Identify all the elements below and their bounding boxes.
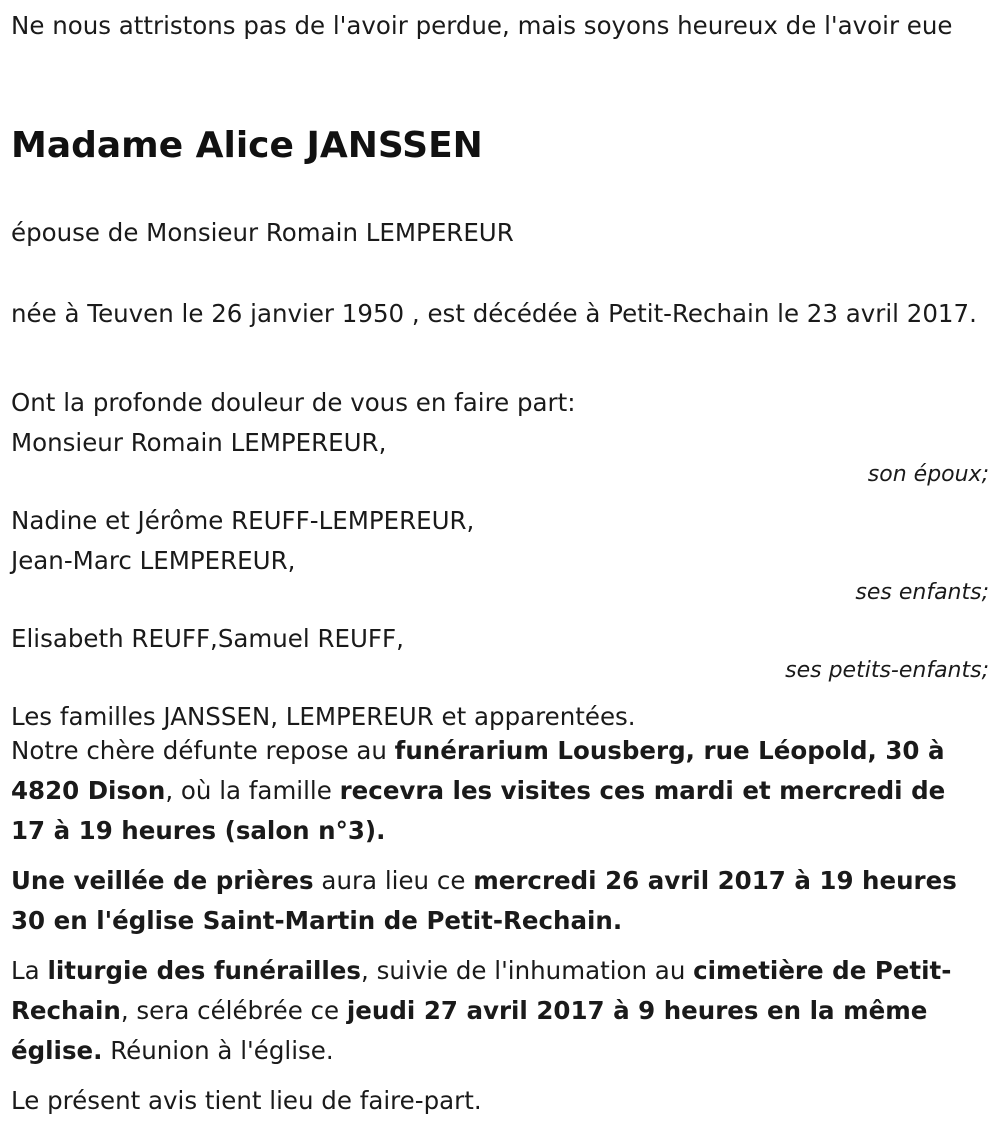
mourner-name: Jean-Marc LEMPEREUR, bbox=[11, 546, 296, 575]
mourners-list bbox=[11, 383, 989, 737]
relation-label: ses petits-enfants; bbox=[785, 658, 989, 683]
text-span: La bbox=[11, 956, 48, 985]
text-span: , où la famille bbox=[165, 776, 340, 805]
repose-paragraph bbox=[11, 731, 986, 851]
bold-span: liturgie des funérailles bbox=[47, 956, 362, 985]
bold-span: cimetière de Petit-Rechain bbox=[11, 956, 952, 1025]
text-span: , suivie de l'inhumation au bbox=[361, 956, 694, 985]
relation-label: son époux; bbox=[867, 462, 989, 487]
text-span: , sera célébrée ce bbox=[120, 996, 347, 1025]
mourner-name: Elisabeth REUFF,Samuel REUFF, bbox=[11, 624, 404, 653]
liturgy-paragraph bbox=[11, 951, 986, 1071]
bold-span: funérarium Lousberg, rue Léopold, 30 à 4820 Dison bbox=[11, 736, 945, 805]
funeral-details bbox=[11, 731, 986, 1131]
vigil-paragraph bbox=[11, 861, 986, 941]
deceased-name: Madame Alice JANSSEN bbox=[11, 125, 483, 166]
mourner-name: Nadine et Jérôme REUFF-LEMPEREUR, bbox=[11, 506, 475, 535]
bold-span: Une veillée de prières bbox=[11, 866, 314, 895]
mourner-name: Monsieur Romain LEMPEREUR, bbox=[11, 428, 387, 457]
text-span: aura lieu ce bbox=[313, 866, 474, 895]
families-line: Les familles JANSSEN, LEMPEREUR et apparentées. bbox=[11, 702, 636, 731]
relation-label: ses enfants; bbox=[855, 580, 989, 605]
spouse-line: épouse de Monsieur Romain LEMPEREUR bbox=[11, 218, 514, 247]
bold-span: mercredi 26 avril 2017 à 19 heures 30 en l'église Saint-Martin de Petit-Rechain. bbox=[11, 866, 957, 935]
bold-span: jeudi 27 avril 2017 à 9 heures en la même église. bbox=[11, 996, 928, 1065]
closing-line: Le présent avis tient lieu de faire-part. bbox=[11, 1086, 482, 1115]
text-span: Notre chère défunte repose au bbox=[11, 736, 395, 765]
text-span: Réunion à l'église. bbox=[102, 1036, 334, 1065]
bold-span: recevra les visites ces mardi et mercredi de 17 à 19 heures (salon n°3). bbox=[11, 776, 946, 845]
opening-quote: Ne nous attristons pas de l'avoir perdue, mais soyons heureux de l'avoir eue bbox=[11, 11, 953, 40]
birth-death-line: née à Teuven le 26 janvier 1950 , est décédée à Petit-Rechain le 23 avril 2017. bbox=[11, 299, 977, 328]
announcement-intro: Ont la profonde douleur de vous en faire part: bbox=[11, 388, 576, 417]
